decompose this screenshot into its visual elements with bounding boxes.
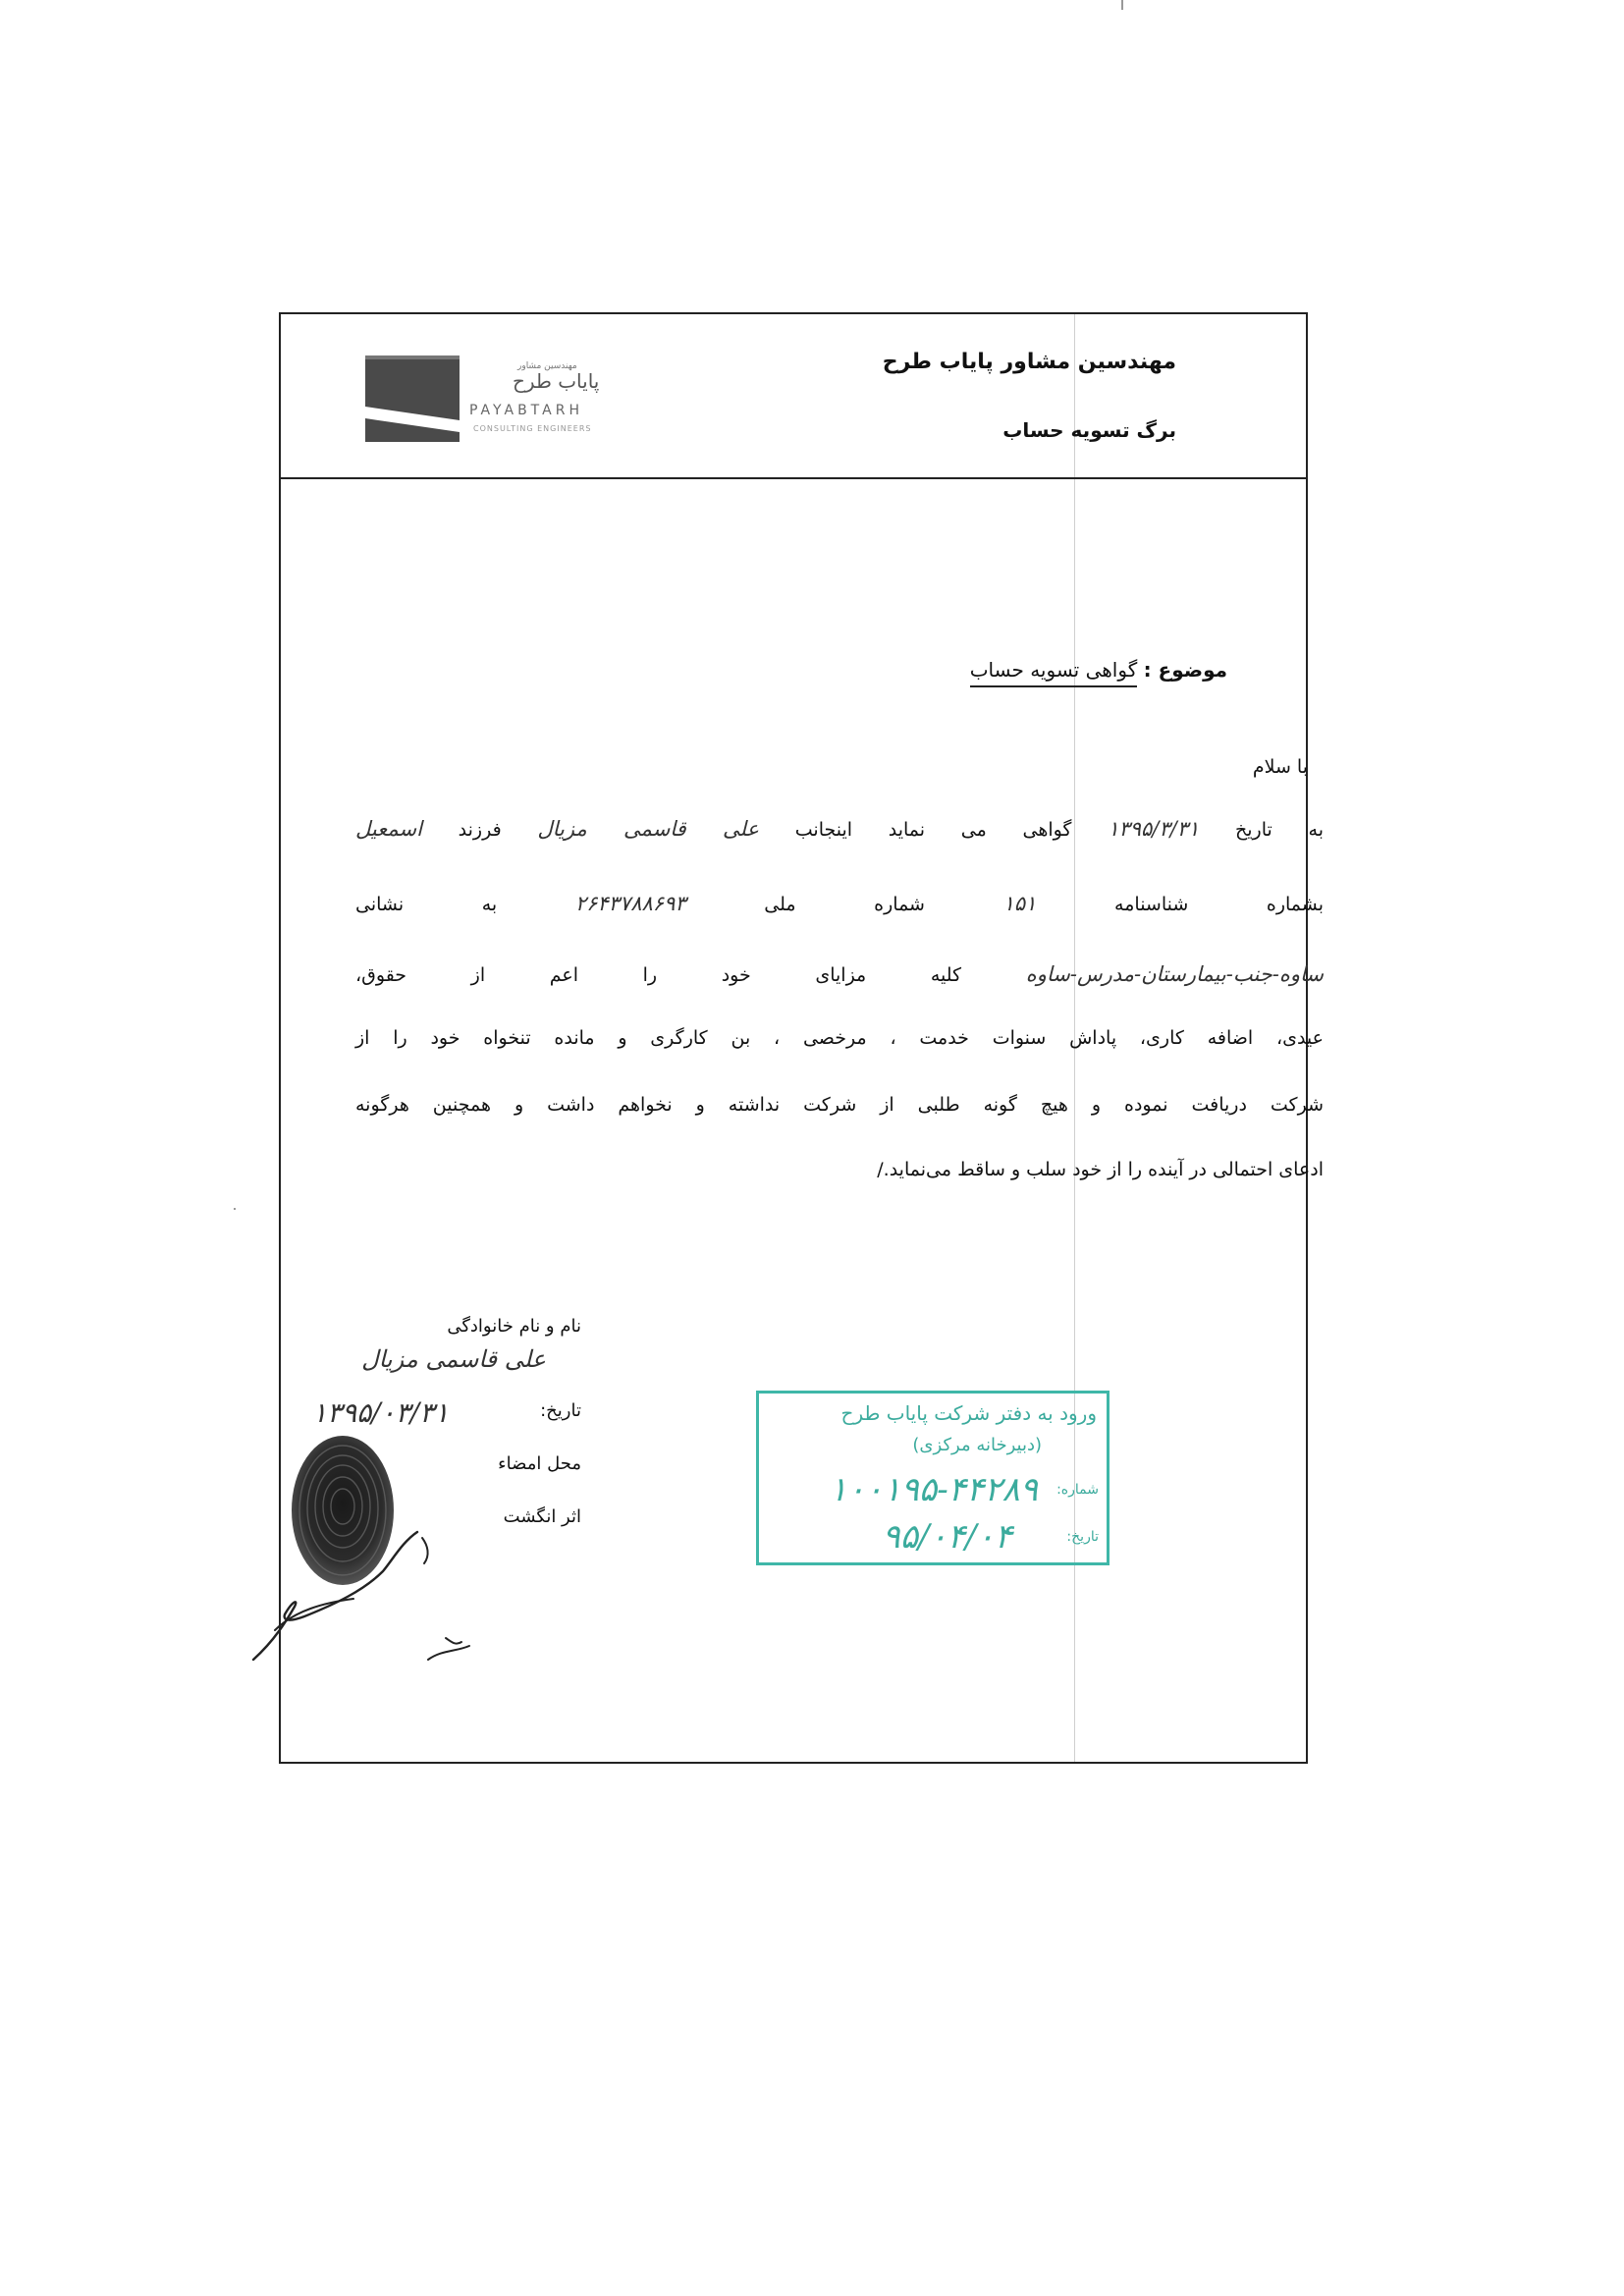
body-text: به نشانی [355,894,498,915]
body-line-6: ادعای احتمالی در آینده را از خود سلب و ساقط می‌نماید./ [877,1159,1324,1180]
body-line-2 [355,892,1324,915]
logo-persian-caption: مهندسین مشاور [517,361,577,371]
handwritten-signer-name: علی قاسمی مزیال [361,1345,546,1373]
handwritten-signer-date: ۱۳۹۵/۰۳/۳۱ [312,1396,450,1429]
scan-speck [234,1208,236,1210]
stamp-date: ۹۵/۰۴/۰۴ [882,1517,1012,1557]
stamp-title: ورود به دفتر شرکت پایاب طرح [840,1401,1097,1425]
handwritten-date: ۱۳۹۵/۳/۳۱ [1108,817,1200,841]
body-text: شماره ملی [764,894,925,915]
fingerprint-label: اثر انگشت [503,1506,581,1527]
company-name: مهندسین مشاور پایاب طرح [882,350,1176,374]
body-text: کلیه مزایای خود را اعم از حقوق، [355,964,962,986]
date-label: تاریخ: [540,1400,581,1421]
subject-line [970,658,1227,682]
logo-english-name: PAYABTARH [469,403,583,418]
stamp-number: ۱۰۰۱۹۵-۴۴۲۸۹ [829,1470,1038,1509]
logo-mark-icon [365,355,460,442]
subject-value: گواهی تسویه حساب [970,658,1138,687]
name-label: نام و نام خانوادگی [447,1316,581,1337]
handwritten-address: ساوه-جنب-بیمارستان-مدرس-ساوه [1025,962,1324,986]
body-line-1 [355,817,1324,841]
body-line-4: عیدی، اضافه کاری، پاداش سنوات خدمت ، مرخصی ، بن کارگری و مانده تنخواه خود را از [355,1027,1324,1049]
company-logo [365,355,689,464]
logo-english-caption: CONSULTING ENGINEERS [473,424,592,433]
body-text: بشماره شناسنامه [1114,894,1325,915]
form-title: برگ تسویه حساب [1002,418,1176,442]
body-line-5: شرکت دریافت نموده و هیچ گونه طلبی از شرکت نداشته و نخواهم داشت و همچنین هرگونه [355,1094,1324,1116]
scan-speck [1121,0,1123,10]
stamp-date-label: تاریخ: [1066,1529,1099,1545]
logo-persian-name: پایاب طرح [513,369,600,393]
body-text: فرزند [458,819,502,841]
handwritten-signature [236,1512,491,1709]
handwritten-id-number: ۱۵۱ [1002,892,1037,915]
handwritten-name: علی قاسمی مزیال [537,817,760,841]
greeting: با سلام [1252,756,1308,778]
signature-block [236,1306,609,1719]
registration-stamp [756,1391,1110,1565]
subject-label: موضوع : [1143,658,1227,682]
body-text: به تاریخ [1235,819,1324,841]
signature-place-label: محل امضاء [498,1453,581,1474]
document-header [281,314,1306,479]
handwritten-father-name: اسمعیل [355,817,422,841]
body-text: گواهی می نماید اینجانب [794,819,1072,841]
stamp-number-label: شماره: [1056,1482,1099,1498]
handwritten-national-id: ۲۶۴۳۷۸۸۶۹۳ [574,892,686,915]
stamp-subtitle: (دبیرخانه مرکزی) [912,1435,1042,1455]
body-line-3 [355,962,1324,986]
